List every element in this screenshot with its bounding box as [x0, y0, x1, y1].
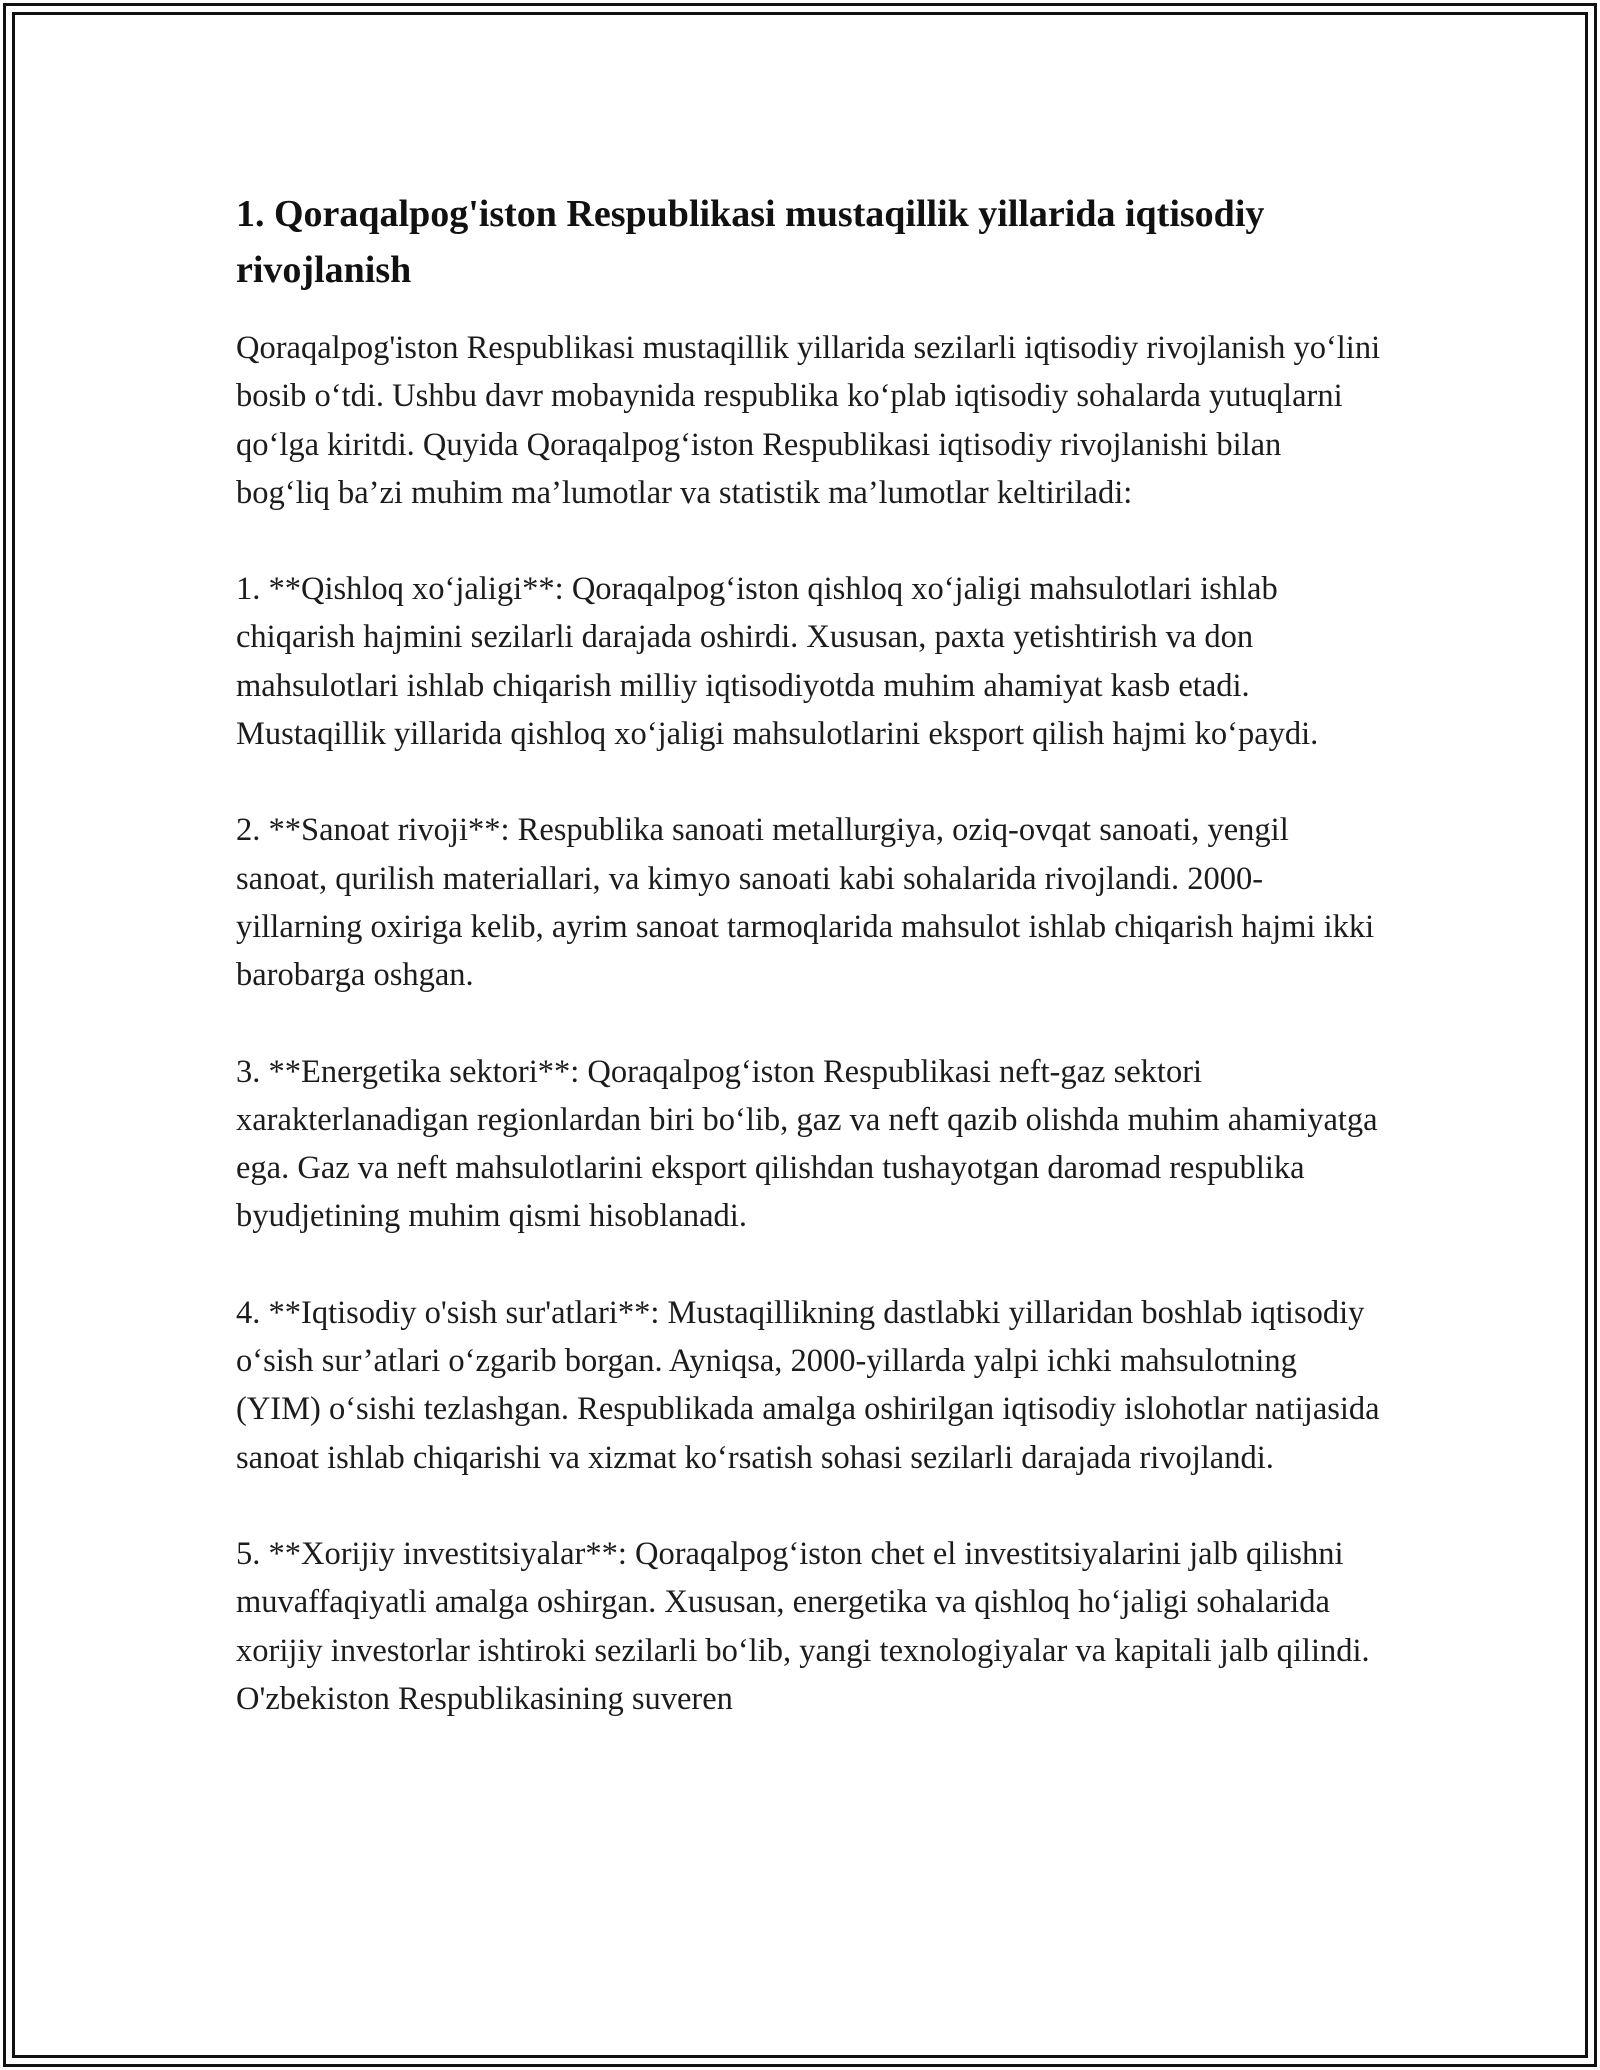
growth-paragraph: 4. **Iqtisodiy o'sish sur'atlari**: Mustaqillikning dastlabki yillaridan boshlab iqtisodiy o‘sish sur’atlari o‘zgarib borgan. Ayniqsa, 2000-yillarda yalpi ichki mahsulotning (YIM) o‘sishi tezlashgan. Respublikada amalga oshirilgan iqtisodiy islohotlar natijasida sanoat ishlab chiqarishi va xizmat ko‘rsatish sohasi sezilarli darajada rivojlandi.	[236, 1294, 1380, 1476]
agriculture-paragraph: 1. **Qishloq xo‘jaligi**: Qoraqalpog‘iston qishloq xo‘jaligi mahsulotlari ishlab chiqarish hajmini sezilarli darajada oshirdi. Xususan, paxta yetishtirish va don mahsulotlari ishlab chiqarish milliy iqtisodiyotda muhim ahamiyat kasb etadi. Mustaqillik yillarida qishloq xo‘jaligi mahsulotlarini eksport qilish hajmi ko‘paydi.	[236, 571, 1319, 753]
industry-paragraph: 2. **Sanoat rivoji**: Respublika sanoati metallurgiya, oziq-ovqat sanoati, yengil sanoat, qurilish materiallari, va kimyo sanoati kabi sohalarida rivojlandi. 2000-yillarning oxiriga kelib, ayrim sanoat tarmoqlarida mahsulot ishlab chiqarish hajmi ikki barobarga oshgan.	[236, 812, 1375, 994]
investment-paragraph: 5. **Xorijiy investitsiyalar**: Qoraqalpog‘iston chet el investitsiyalarini jalb qilishni muvaffaqiyatli amalga oshirgan. Xususan, energetika va qishloq ho‘jaligi sohalarida xorijiy investorlar ishtiroki sezilarli bo‘lib, yangi texnologiyalar va kapitali jalb qilindi. O'zbekiston Respublikasining suveren	[236, 1535, 1370, 1717]
document-heading: 1. Qoraqalpog'iston Respublikasi mustaqillik yillarida iqtisodiy rivojlanish	[236, 193, 1265, 291]
energy-paragraph: 3. **Energetika sektori**: Qoraqalpog‘iston Respublikasi neft-gaz sektori xarakterlanadigan regionlardan biri bo‘lib, gaz va neft qazib olishda muhim ahamiyatga ega. Gaz va neft mahsulotlarini eksport qilishdan tushayotgan daromad respublika byudjetining muhim qismi hisoblanadi.	[236, 1053, 1378, 1235]
document-body	[236, 186, 1381, 1723]
intro-paragraph: Qoraqalpog'iston Respublikasi mustaqillik yillarida sezilarli iqtisodiy rivojlanish yo‘lini bosib o‘tdi. Ushbu davr mobaynida respublika ko‘plab iqtisodiy sohalarda yutuqlarni qo‘lga kiritdi. Quyida Qoraqalpog‘iston Respublikasi iqtisodiy rivojlanishi bilan bog‘liq ba’zi muhim ma’lumotlar va statistik ma’lumotlar keltiriladi:	[236, 330, 1381, 511]
